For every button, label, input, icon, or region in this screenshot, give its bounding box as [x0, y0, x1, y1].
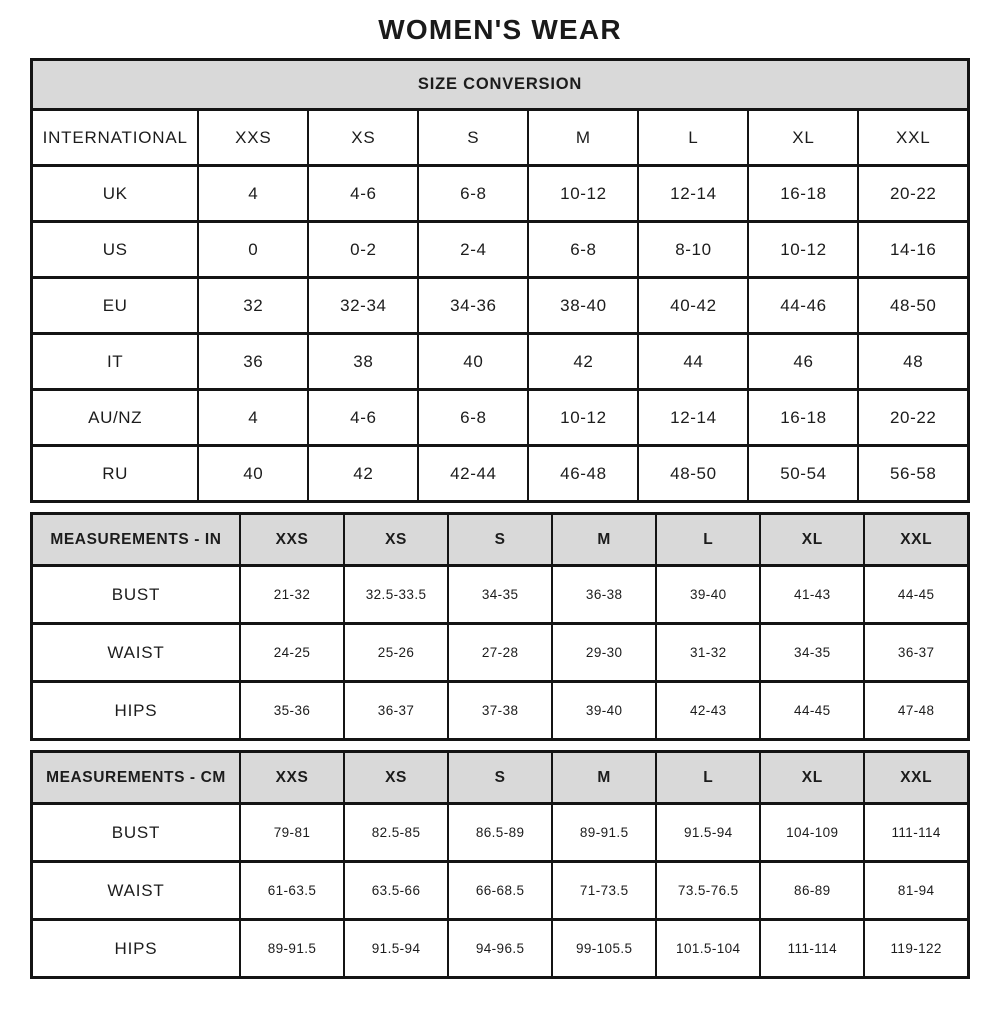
value-cell: 111-114 — [760, 920, 864, 978]
size-column-header: M — [552, 752, 656, 804]
value-cell: 40-42 — [638, 278, 748, 334]
size-column-header: XS — [344, 514, 448, 566]
value-cell: 89-91.5 — [552, 804, 656, 862]
value-cell: 24-25 — [240, 624, 344, 682]
value-cell: 101.5-104 — [656, 920, 760, 978]
value-cell: 2-4 — [418, 222, 528, 278]
value-cell: 12-14 — [638, 390, 748, 446]
value-cell: 10-12 — [748, 222, 858, 278]
label-column-header: INTERNATIONAL — [32, 110, 199, 166]
value-cell: 16-18 — [748, 166, 858, 222]
size-column-header: XXS — [198, 110, 308, 166]
value-cell: 10-12 — [528, 390, 638, 446]
value-cell: 36-37 — [344, 682, 448, 740]
row-label: EU — [32, 278, 199, 334]
table-row — [32, 804, 969, 862]
table-header-row — [32, 752, 969, 804]
value-cell: 44-46 — [748, 278, 858, 334]
row-label: IT — [32, 334, 199, 390]
value-cell: 40 — [198, 446, 308, 502]
value-cell: 86.5-89 — [448, 804, 552, 862]
size-column-header: XS — [344, 752, 448, 804]
value-cell: 6-8 — [418, 166, 528, 222]
value-cell: 48-50 — [858, 278, 968, 334]
value-cell: 20-22 — [858, 390, 968, 446]
value-cell: 36-38 — [552, 566, 656, 624]
size-column-header: XS — [308, 110, 418, 166]
value-cell: 32-34 — [308, 278, 418, 334]
value-cell: 79-81 — [240, 804, 344, 862]
value-cell: 91.5-94 — [344, 920, 448, 978]
value-cell: 48 — [858, 334, 968, 390]
row-label: BUST — [32, 804, 240, 862]
value-cell: 27-28 — [448, 624, 552, 682]
value-cell: 36-37 — [864, 624, 968, 682]
value-cell: 36 — [198, 334, 308, 390]
value-cell: 41-43 — [760, 566, 864, 624]
value-cell: 0 — [198, 222, 308, 278]
size-column-header: XXL — [864, 752, 968, 804]
row-label: BUST — [32, 566, 240, 624]
value-cell: 99-105.5 — [552, 920, 656, 978]
table-row — [32, 166, 969, 222]
value-cell: 34-35 — [760, 624, 864, 682]
value-cell: 46-48 — [528, 446, 638, 502]
size-column-header: L — [638, 110, 748, 166]
value-cell: 50-54 — [748, 446, 858, 502]
size-column-header: XXS — [240, 752, 344, 804]
measurements-in-table — [30, 512, 970, 741]
value-cell: 4 — [198, 166, 308, 222]
value-cell: 20-22 — [858, 166, 968, 222]
value-cell: 10-12 — [528, 166, 638, 222]
value-cell: 47-48 — [864, 682, 968, 740]
label-column-header: MEASUREMENTS - IN — [32, 514, 240, 566]
value-cell: 39-40 — [656, 566, 760, 624]
table-row — [32, 862, 969, 920]
row-label: UK — [32, 166, 199, 222]
size-column-header: XL — [760, 514, 864, 566]
page-title: WOMEN'S WEAR — [378, 14, 622, 45]
value-cell: 48-50 — [638, 446, 748, 502]
row-label: AU/NZ — [32, 390, 199, 446]
table-row — [32, 624, 969, 682]
size-column-header: S — [448, 514, 552, 566]
value-cell: 81-94 — [864, 862, 968, 920]
value-cell: 4-6 — [308, 166, 418, 222]
value-cell: 35-36 — [240, 682, 344, 740]
size-column-header: L — [656, 752, 760, 804]
measurements-cm-table — [30, 750, 970, 979]
value-cell: 42-43 — [656, 682, 760, 740]
value-cell: 38 — [308, 334, 418, 390]
value-cell: 8-10 — [638, 222, 748, 278]
value-cell: 82.5-85 — [344, 804, 448, 862]
value-cell: 89-91.5 — [240, 920, 344, 978]
value-cell: 6-8 — [528, 222, 638, 278]
value-cell: 66-68.5 — [448, 862, 552, 920]
value-cell: 34-35 — [448, 566, 552, 624]
value-cell: 14-16 — [858, 222, 968, 278]
row-label: HIPS — [32, 920, 240, 978]
size-column-header: S — [448, 752, 552, 804]
size-column-header: XXL — [864, 514, 968, 566]
value-cell: 42-44 — [418, 446, 528, 502]
row-label: US — [32, 222, 199, 278]
value-cell: 42 — [528, 334, 638, 390]
value-cell: 29-30 — [552, 624, 656, 682]
value-cell: 32 — [198, 278, 308, 334]
value-cell: 25-26 — [344, 624, 448, 682]
value-cell: 38-40 — [528, 278, 638, 334]
value-cell: 34-36 — [418, 278, 528, 334]
value-cell: 104-109 — [760, 804, 864, 862]
value-cell: 63.5-66 — [344, 862, 448, 920]
table-header-row — [32, 514, 969, 566]
value-cell: 32.5-33.5 — [344, 566, 448, 624]
value-cell: 61-63.5 — [240, 862, 344, 920]
value-cell: 37-38 — [448, 682, 552, 740]
size-column-header: XXL — [858, 110, 968, 166]
value-cell: 91.5-94 — [656, 804, 760, 862]
size-column-header: L — [656, 514, 760, 566]
size-column-header: M — [528, 110, 638, 166]
value-cell: 46 — [748, 334, 858, 390]
table-row — [32, 390, 969, 446]
value-cell: 44-45 — [760, 682, 864, 740]
size-column-header: XL — [748, 110, 858, 166]
row-label: HIPS — [32, 682, 240, 740]
table-banner-row — [32, 60, 969, 110]
value-cell: 12-14 — [638, 166, 748, 222]
value-cell: 73.5-76.5 — [656, 862, 760, 920]
value-cell: 0-2 — [308, 222, 418, 278]
size-column-header: XL — [760, 752, 864, 804]
size-column-header: M — [552, 514, 656, 566]
value-cell: 94-96.5 — [448, 920, 552, 978]
row-label: WAIST — [32, 862, 240, 920]
value-cell: 31-32 — [656, 624, 760, 682]
size-column-header: XXS — [240, 514, 344, 566]
value-cell: 119-122 — [864, 920, 968, 978]
table-row — [32, 920, 969, 978]
size-conversion-table — [30, 58, 970, 503]
value-cell: 16-18 — [748, 390, 858, 446]
table-row — [32, 222, 969, 278]
table-header-row — [32, 110, 969, 166]
value-cell: 40 — [418, 334, 528, 390]
table-row — [32, 566, 969, 624]
row-label: WAIST — [32, 624, 240, 682]
value-cell: 86-89 — [760, 862, 864, 920]
value-cell: 21-32 — [240, 566, 344, 624]
row-label: RU — [32, 446, 199, 502]
label-column-header: MEASUREMENTS - CM — [32, 752, 240, 804]
value-cell: 111-114 — [864, 804, 968, 862]
table-row — [32, 446, 969, 502]
size-conversion-banner: SIZE CONVERSION — [32, 60, 969, 110]
table-row — [32, 278, 969, 334]
value-cell: 44-45 — [864, 566, 968, 624]
value-cell: 71-73.5 — [552, 862, 656, 920]
value-cell: 6-8 — [418, 390, 528, 446]
value-cell: 4 — [198, 390, 308, 446]
size-chart-page — [30, 14, 970, 979]
value-cell: 39-40 — [552, 682, 656, 740]
table-row — [32, 682, 969, 740]
value-cell: 4-6 — [308, 390, 418, 446]
size-column-header: S — [418, 110, 528, 166]
value-cell: 44 — [638, 334, 748, 390]
value-cell: 56-58 — [858, 446, 968, 502]
table-row — [32, 334, 969, 390]
value-cell: 42 — [308, 446, 418, 502]
